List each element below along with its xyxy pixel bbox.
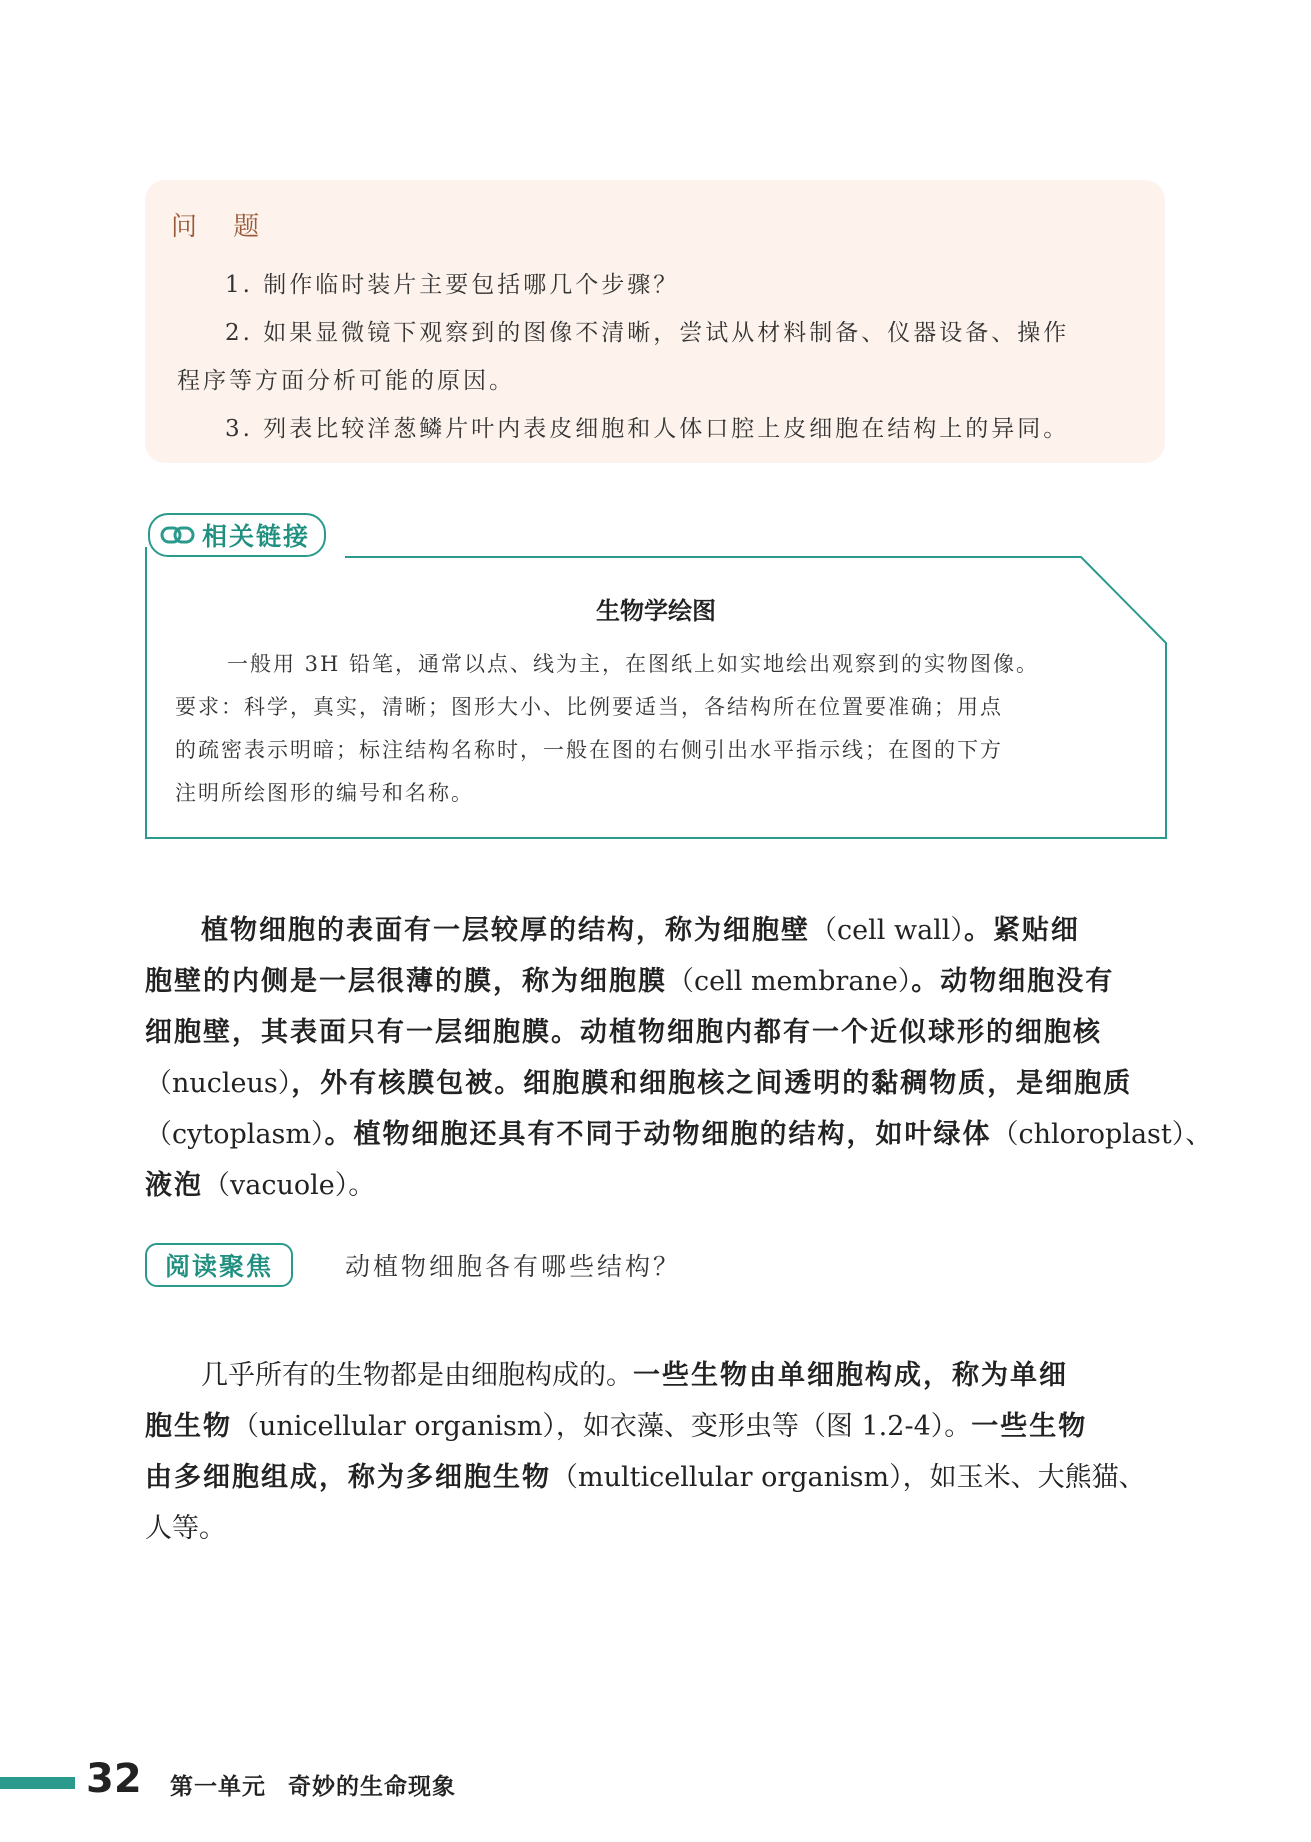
text-bold: 一些生物 — [971, 1411, 1088, 1442]
reading-focus — [145, 1243, 681, 1287]
questions-title: 问 题 — [171, 212, 274, 242]
related-link-tag — [148, 513, 326, 557]
reading-focus-tag: 阅读聚焦 — [145, 1243, 293, 1287]
text-bold: 胞壁的内侧是一层很薄的膜，称为细胞膜 — [145, 966, 667, 997]
text-term: （cytoplasm） — [145, 1119, 325, 1150]
text-bold: 由多细胞组成，称为多细胞生物 — [145, 1462, 551, 1493]
text-bold: 细胞壁，其表面只有一层细胞膜。动植物细胞内都有一个近似球形的细胞核 — [145, 1017, 1102, 1048]
text-bold: ，外有核膜包被。细胞膜和细胞核之间透明的黏稠物质，是细胞质 — [291, 1068, 1133, 1099]
page-number: 32 — [86, 1756, 142, 1802]
related-link-line: 注明所绘图形的编号和名称。 — [175, 781, 474, 805]
text-bold: 。动物细胞没有 — [911, 966, 1115, 997]
related-link-line: 要求：科学，真实，清晰；图形大小、比例要适当，各结构所在位置要准确；用点 — [175, 695, 1003, 719]
link-chain-icon — [160, 524, 196, 546]
text-regular: 几乎所有的生物都是由细胞构成的。 — [201, 1360, 633, 1391]
reading-focus-question: 动植物细胞各有哪些结构？ — [345, 1252, 682, 1281]
related-link-title: 生物学绘图 — [596, 597, 716, 625]
unit-label: 第一单元 — [170, 1774, 266, 1800]
text-regular: 人等。 — [145, 1513, 226, 1544]
cell-structure-paragraph — [145, 905, 1213, 1211]
question-2-line-2: 程序等方面分析可能的原因。 — [177, 368, 515, 394]
text-term: （vacuole）。 — [203, 1170, 376, 1201]
related-link-body — [175, 643, 1135, 815]
text-bold: 植物细胞的表面有一层较厚的结构，称为细胞壁 — [201, 915, 810, 946]
question-1: 1. 制作临时装片主要包括哪几个步骤？ — [225, 272, 680, 298]
footer-accent-bar — [0, 1777, 75, 1789]
question-2-line-1: 2. 如果显微镜下观察到的图像不清晰，尝试从材料制备、仪器设备、操作 — [225, 320, 1070, 346]
text-bold: 胞生物 — [145, 1411, 232, 1442]
text-bold: 。紧贴细 — [963, 915, 1080, 946]
text-term: （chloroplast）、 — [991, 1119, 1213, 1150]
text-bold: 一些生物由单细胞构成，称为单细 — [633, 1360, 1068, 1391]
related-link-label: 相关链接 — [202, 522, 311, 551]
text-bold: 。植物细胞还具有不同于动物细胞的结构，如叶绿体 — [324, 1119, 992, 1150]
text-term: （nucleus） — [145, 1068, 292, 1099]
related-link-line: 的疏密表示明暗；标注结构名称时，一般在图的右侧引出水平指示线；在图的下方 — [175, 738, 1003, 762]
text-regular: （multicellular organism），如玉米、大熊猫、 — [551, 1462, 1146, 1493]
organism-paragraph — [145, 1350, 1170, 1554]
text-term: （cell membrane） — [667, 966, 912, 997]
footer-unit — [170, 1768, 456, 1801]
related-link-box — [145, 522, 1167, 839]
questions-box — [145, 180, 1165, 463]
question-3: 3. 列表比较洋葱鳞片叶内表皮细胞和人体口腔上皮细胞在结构上的异同。 — [225, 416, 1070, 442]
text-term: （cell wall） — [810, 915, 964, 946]
unit-title: 奇妙的生命现象 — [288, 1774, 456, 1800]
text-regular: （unicellular organism），如衣藻、变形虫等（图 1.2-4）。 — [232, 1411, 972, 1442]
text-bold: 液泡 — [145, 1170, 203, 1201]
related-link-line: 一般用 3H 铅笔，通常以点、线为主，在图纸上如实地绘出观察到的实物图像。 — [227, 652, 1040, 676]
